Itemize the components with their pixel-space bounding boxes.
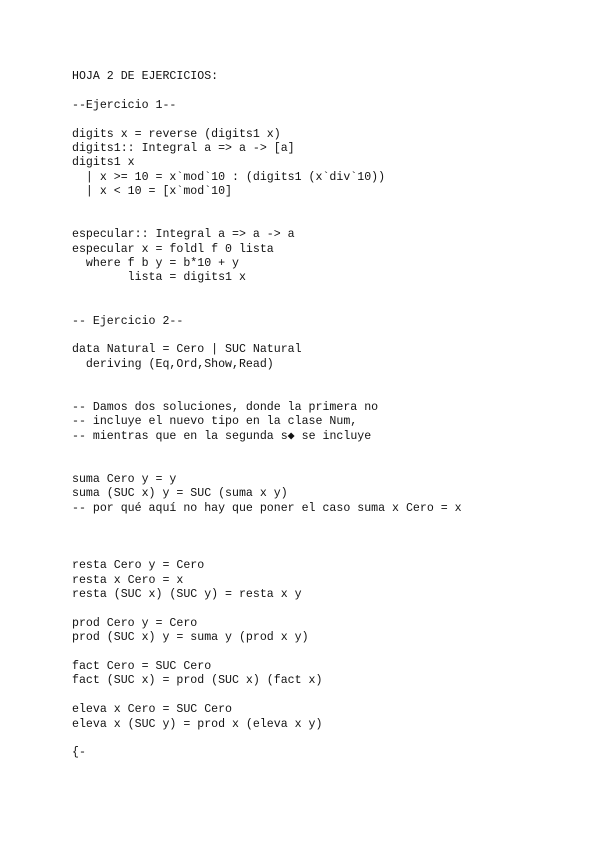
code-line: --Ejercicio 1-- <box>72 98 177 112</box>
code-line <box>72 286 462 300</box>
code-line: prod Cero y = Cero <box>72 616 198 630</box>
code-line: digits x = reverse (digits1 x) <box>72 127 281 141</box>
code-line: digits1 x <box>72 156 135 170</box>
code-line: -- Damos dos soluciones, donde la primera no <box>72 400 379 414</box>
code-line: HOJA 2 DE EJERCICIOS: <box>72 70 219 83</box>
code-line <box>72 372 462 386</box>
code-line <box>72 459 462 473</box>
code-line <box>72 516 462 530</box>
code-line: -- Ejercicio 2-- <box>72 314 184 328</box>
code-line: -- por qué aquí no hay que poner el caso suma x Cero = x <box>72 501 462 515</box>
code-line: prod (SUC x) y = suma y (prod x y) <box>72 631 309 645</box>
code-line: eleva x (SUC y) = prod x (eleva x y) <box>72 717 323 731</box>
code-line <box>72 602 462 616</box>
code-line: data Natural = Cero | SUC Natural <box>72 343 302 357</box>
code-line: suma (SUC x) y = SUC (suma x y) <box>72 487 288 501</box>
code-line: where f b y = b*10 + y <box>72 257 239 271</box>
code-line: lista = digits1 x <box>72 271 246 285</box>
code-line: especular:: Integral a => a -> a <box>72 228 295 242</box>
code-line <box>72 646 462 660</box>
code-line: resta x Cero = x <box>72 573 184 587</box>
code-line <box>72 200 462 214</box>
code-line <box>72 689 462 703</box>
code-line <box>72 444 462 458</box>
code-line: eleva x Cero = SUC Cero <box>72 703 233 717</box>
code-line: suma Cero y = y <box>72 472 177 486</box>
code-line: | x >= 10 = x`mod`10 : (digits1 (x`div`10)) <box>72 170 386 184</box>
code-line <box>72 300 462 314</box>
code-line <box>72 732 462 746</box>
code-line: | x < 10 = [x`mod`10] <box>72 185 233 199</box>
code-line <box>72 531 462 545</box>
code-line: -- mientras que en la segunda s◆ se incluye <box>72 429 372 443</box>
code-line: resta Cero y = Cero <box>72 559 205 573</box>
code-line: especular x = foldl f 0 lista <box>72 242 274 256</box>
code-line: fact Cero = SUC Cero <box>72 660 212 674</box>
code-line: {- <box>72 746 86 760</box>
code-line: -- incluye el nuevo tipo en la clase Num, <box>72 415 358 429</box>
code-listing <box>72 70 462 761</box>
code-line: deriving (Eq,Ord,Show,Read) <box>72 357 274 371</box>
code-line: resta (SUC x) (SUC y) = resta x y <box>72 588 302 602</box>
code-line <box>72 387 462 401</box>
code-line <box>72 329 462 343</box>
code-line <box>72 113 462 127</box>
code-line: digits1:: Integral a => a -> [a] <box>72 141 295 155</box>
code-line <box>72 214 462 228</box>
code-line <box>72 545 462 559</box>
code-line: fact (SUC x) = prod (SUC x) (fact x) <box>72 674 323 688</box>
code-line <box>72 84 462 98</box>
